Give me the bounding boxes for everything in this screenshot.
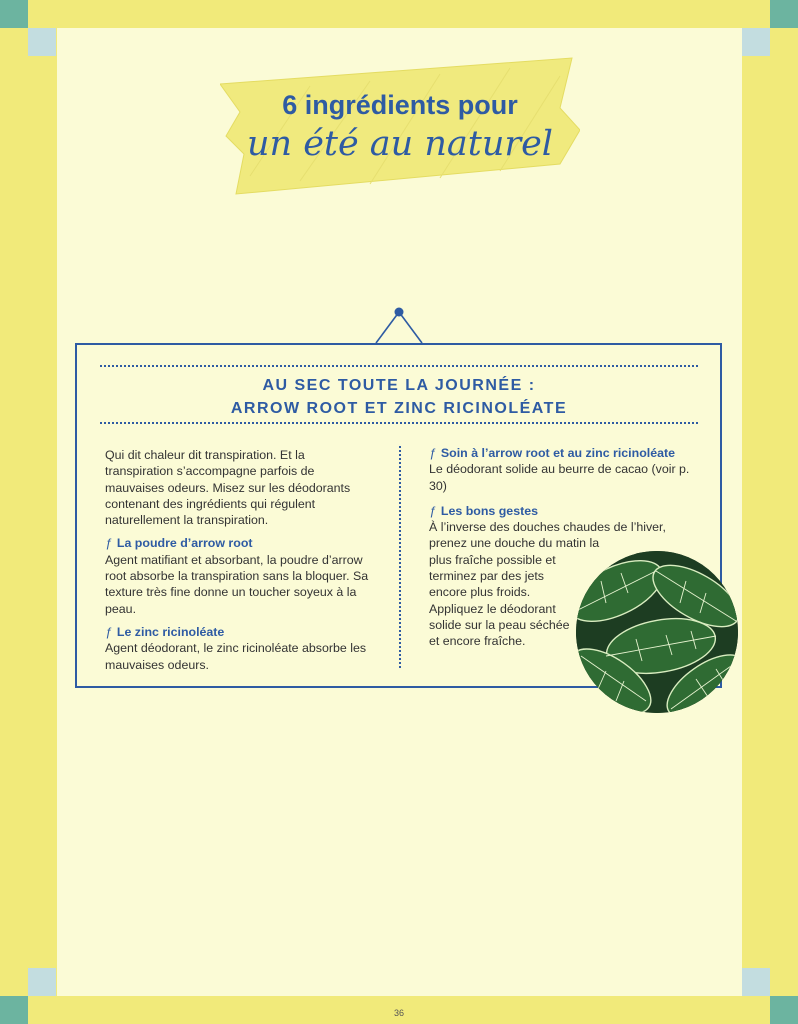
- corner-square-top-right-inner: [742, 28, 770, 56]
- item-heading: [429, 445, 719, 461]
- bullet-mark: ƒ: [429, 446, 436, 460]
- plant-leaves-photo: [576, 551, 738, 713]
- bullet-mark: ƒ: [429, 503, 436, 518]
- left-column: [105, 447, 370, 680]
- page-number: 36: [393, 1008, 404, 1018]
- page-title-line2: un été au naturel: [246, 124, 553, 164]
- box-title-line1: AU SEC TOUTE LA JOURNÉE :: [262, 377, 536, 394]
- text-arrow-root: Agent matifiant et absorbant, la poudre d’arrow root absorbe la transpiration sans la bloquer. Sa texture très fine donne un toucher soyeux à la peau.: [105, 552, 369, 616]
- item-heading: [105, 535, 370, 551]
- text-soin: Le déodorant solide au beurre de cacao (voir p. 30): [429, 462, 690, 493]
- text-bons-gestes-line2: prenez une douche du matin la: [429, 536, 600, 551]
- corner-square-bottom-left-inner: [28, 968, 56, 996]
- corner-square-top-left: [0, 0, 28, 28]
- page-title-line1: 6 ingrédients pour: [282, 90, 518, 120]
- column-divider: [399, 446, 401, 668]
- heading-soin: Soin à l’arrow root et au zinc ricinoléate: [440, 446, 676, 460]
- hanger-icon: [372, 305, 428, 345]
- dotted-divider-top: [100, 365, 698, 367]
- box-title-line2: ARROW ROOT ET ZINC RICINOLÉATE: [230, 400, 568, 417]
- text-bons-gestes-line1: À l’inverse des douches chaudes de l’hiver,: [429, 520, 666, 535]
- box-title: [100, 374, 698, 420]
- bullet-mark: ƒ: [105, 536, 112, 551]
- item-heading: [105, 624, 370, 640]
- intro-paragraph: Qui dit chaleur dit transpiration. Et la transpiration s’accompagne parfois de mauvaises odeurs. Misez sur les déodorants contenant des ingrédients qui régulent naturellement la transpiration.: [105, 448, 351, 528]
- corner-square-top-right: [770, 0, 798, 28]
- corner-square-top-left-inner: [28, 28, 56, 56]
- text-zinc: Agent déodorant, le zinc ricinoléate absorbe les mauvaises odeurs.: [105, 641, 367, 672]
- corner-square-bottom-right-inner: [742, 968, 770, 996]
- text-bons-gestes-rest: plus fraîche possible et terminez par des jets encore plus froids. Appliquez le déodorant solide sur la peau séchée et encore fraîche.: [429, 552, 570, 649]
- item-heading: [429, 503, 719, 519]
- dotted-divider-bottom: [100, 422, 698, 424]
- heading-zinc: Le zinc ricinoléate: [116, 624, 225, 639]
- heading-bons-gestes: Les bons gestes: [440, 503, 538, 518]
- heading-arrow-root: La poudre d’arrow root: [116, 536, 253, 551]
- bullet-mark: ƒ: [105, 624, 112, 639]
